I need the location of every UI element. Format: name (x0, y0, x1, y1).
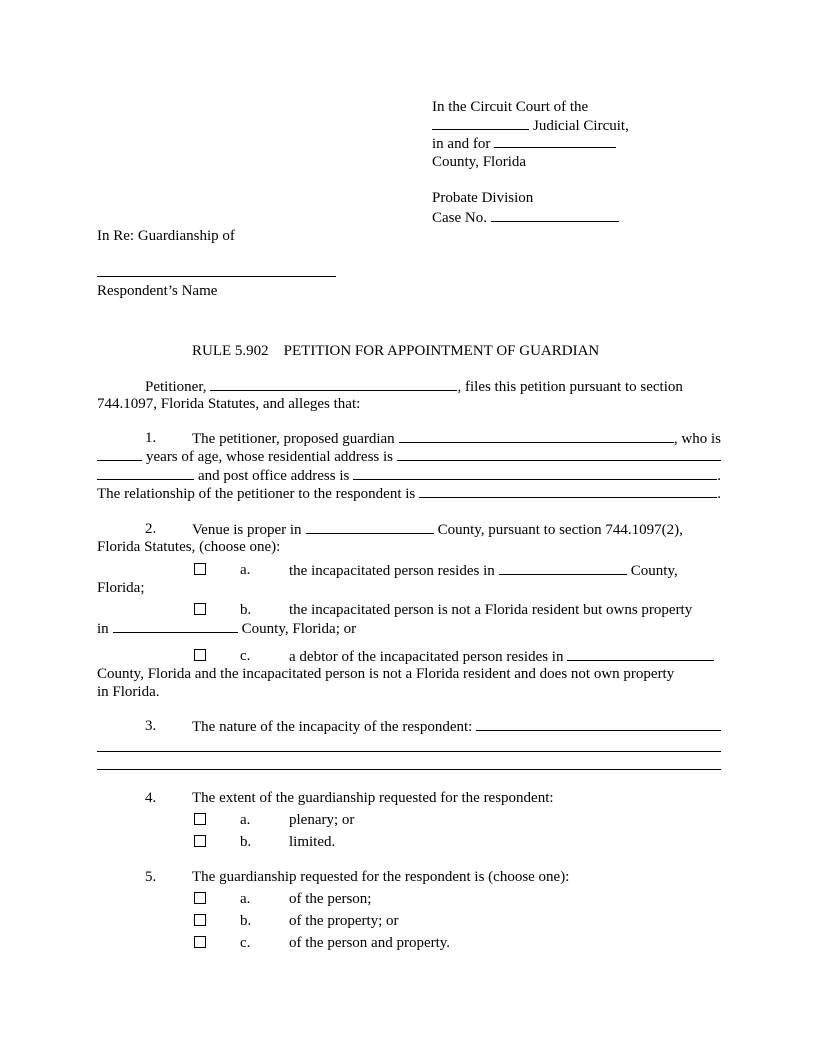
item-number: 5. (145, 869, 157, 885)
p1-text: and post office address is (198, 468, 350, 484)
venue-b-checkbox[interactable] (194, 603, 206, 615)
opt-letter (240, 601, 251, 619)
p1-line-3 (97, 466, 721, 484)
p4-text: The extent of the guardianship requested for the respondent: (192, 790, 554, 806)
p3-number (145, 717, 156, 735)
county-label: County, Florida (432, 154, 527, 170)
circuit-blank[interactable] (432, 116, 529, 130)
p1-text: The relationship of the petitioner to the respondent is (97, 486, 416, 502)
incapacity-blank-2[interactable] (97, 738, 721, 752)
p2-text: Venue is proper in (192, 522, 302, 538)
p4-line (192, 789, 554, 807)
item-number: 3. (145, 718, 157, 734)
page-title (192, 342, 599, 360)
plenary-option (289, 811, 354, 829)
option-text: County, Florida; or (241, 621, 357, 637)
division-line (432, 189, 533, 207)
respondent-label: Respondent’s Name (97, 283, 218, 299)
plenary-checkbox[interactable] (194, 813, 206, 825)
case-no-blank[interactable] (491, 208, 619, 222)
option-text: plenary; or (289, 812, 355, 828)
case-no-line (432, 208, 619, 226)
property-checkbox[interactable] (194, 914, 206, 926)
guardian-name-blank[interactable] (399, 429, 674, 443)
option-text: limited. (289, 834, 336, 850)
option-text: County, (630, 563, 678, 579)
item-number: 2. (145, 521, 157, 537)
p2-text: Florida Statutes, (choose one): (97, 539, 281, 555)
p3-line (192, 717, 721, 735)
court-label: In the Circuit Court of the (432, 99, 589, 115)
p5-number (145, 868, 156, 886)
option-text: of the person and property. (289, 935, 451, 951)
division-label: Probate Division (432, 190, 534, 206)
residential-address-blank-2[interactable] (97, 466, 194, 480)
option-text: Florida; (97, 580, 145, 596)
p2-line-2 (97, 538, 280, 556)
respondent-name-line (97, 263, 336, 281)
respondent-name-blank[interactable] (97, 263, 336, 277)
item-number: 1. (145, 430, 157, 446)
venue-b-county-blank[interactable] (113, 619, 238, 633)
option-letter: c. (240, 648, 251, 664)
circuit-line (432, 116, 629, 134)
title-text: RULE 5.902 PETITION FOR APPOINTMENT OF GUARDIAN (192, 343, 600, 359)
venue-c-cont-2 (97, 683, 160, 701)
option-text: a debtor of the incapacitated person resides in (289, 649, 564, 665)
opt-letter (240, 833, 251, 851)
p3-text: The nature of the incapacity of the respondent: (192, 719, 473, 735)
venue-a-line (289, 561, 696, 579)
p4-number (145, 789, 156, 807)
option-letter: a. (240, 812, 251, 828)
circuit-label: Judicial Circuit, (533, 118, 629, 134)
person-option (289, 890, 371, 908)
venue-b-line (289, 601, 692, 619)
incapacity-line-3 (97, 756, 721, 774)
opt-letter (240, 912, 251, 930)
p1-text: The petitioner, proposed guardian (192, 431, 395, 447)
opt-letter (240, 934, 250, 952)
item-number: 4. (145, 790, 157, 806)
county-blank[interactable] (494, 134, 616, 148)
court-caption (432, 98, 588, 116)
venue-a-checkbox[interactable] (194, 563, 206, 575)
po-address-blank[interactable] (353, 466, 717, 480)
relationship-blank[interactable] (419, 484, 717, 498)
limited-checkbox[interactable] (194, 835, 206, 847)
option-letter: a. (240, 562, 251, 578)
p2-text: County, pursuant to section 744.1097(2), (437, 522, 683, 538)
option-letter: a. (240, 891, 251, 907)
incapacity-blank-3[interactable] (97, 756, 721, 770)
intro-line-2 (97, 395, 360, 413)
in-and-for-label: in and for (432, 136, 491, 152)
venue-county-blank[interactable] (306, 520, 434, 534)
opt-letter (240, 647, 250, 665)
limited-option (289, 833, 335, 851)
intro-text: 744.1097, Florida Statutes, and alleges that: (97, 396, 361, 412)
venue-c-checkbox[interactable] (194, 649, 206, 661)
opt-letter (240, 890, 250, 908)
venue-c-line (289, 647, 714, 665)
venue-a-cont (97, 579, 145, 597)
p5-text: The guardianship requested for the respondent is (choose one): (192, 869, 570, 885)
option-text: in (97, 621, 109, 637)
p1-text: years of age, whose residential address is (146, 449, 394, 465)
property-option (289, 912, 399, 930)
in-and-for-line (432, 134, 616, 152)
in-re (97, 227, 235, 245)
residential-address-blank[interactable] (397, 447, 721, 461)
option-text: the incapacitated person is not a Florida resident but owns property (289, 602, 693, 618)
p1-line-4 (97, 484, 721, 502)
option-text: County, Florida and the incapacitated person is not a Florida resident and does not own property (97, 666, 675, 682)
opt-letter (240, 561, 250, 579)
venue-a-county-blank[interactable] (499, 561, 627, 575)
p2-line-1 (192, 520, 721, 538)
p5-line (192, 868, 569, 886)
county-line (432, 153, 526, 171)
respondent-label-line (97, 282, 217, 300)
venue-c-county-blank[interactable] (567, 647, 714, 661)
option-letter: b. (240, 834, 252, 850)
venue-b-cont (97, 619, 356, 637)
p1-text: . (717, 486, 721, 502)
option-text: the incapacitated person resides in (289, 563, 495, 579)
venue-c-cont-1 (97, 665, 674, 683)
p1-text: , who is (673, 431, 721, 447)
p1-line-2 (97, 447, 721, 465)
option-text: of the person; (289, 891, 372, 907)
in-re-label: In Re: Guardianship of (97, 228, 235, 244)
intro-text: Petitioner, (145, 379, 207, 395)
age-blank[interactable] (97, 447, 142, 461)
petitioner-blank[interactable] (210, 377, 457, 391)
incapacity-line-2 (97, 738, 721, 756)
intro-line-1 (145, 377, 721, 395)
opt-letter (240, 811, 250, 829)
person-and-property-option (289, 934, 450, 952)
option-letter: c. (240, 935, 251, 951)
person-and-property-checkbox[interactable] (194, 936, 206, 948)
option-letter: b. (240, 913, 252, 929)
p1-number (145, 429, 156, 447)
option-text: of the property; or (289, 913, 399, 929)
option-letter: b. (240, 602, 252, 618)
p1-text: . (717, 468, 721, 484)
person-checkbox[interactable] (194, 892, 206, 904)
incapacity-blank[interactable] (476, 717, 721, 731)
p2-number (145, 520, 156, 538)
option-text: in Florida. (97, 684, 160, 700)
case-no-label: Case No. (432, 210, 487, 226)
p1-line-1 (192, 429, 721, 447)
intro-text: , files this petition pursuant to section (457, 379, 683, 395)
